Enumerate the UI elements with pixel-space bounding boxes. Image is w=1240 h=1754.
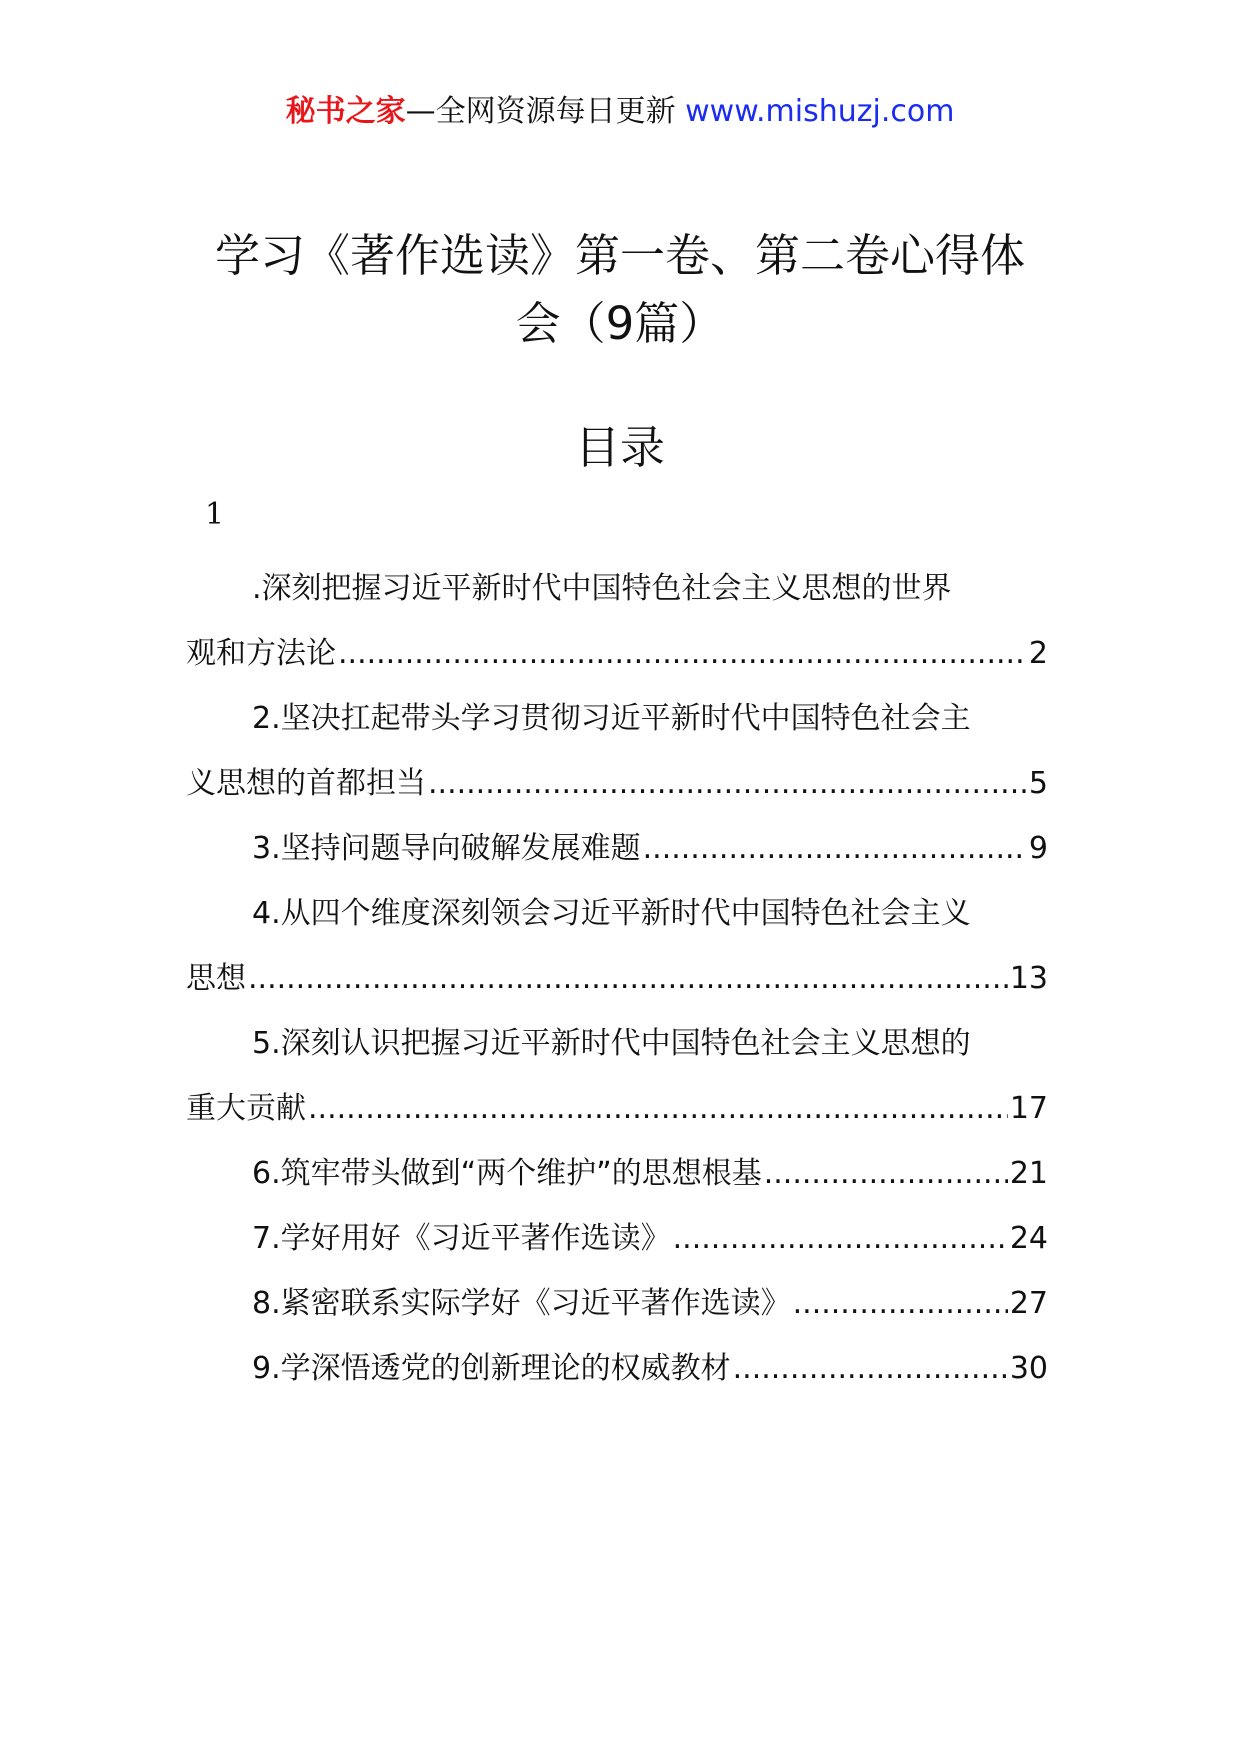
toc-entry-2-line-2: [186, 751, 1048, 816]
toc-entry-3-line-1: [186, 816, 1048, 881]
toc-page-number: 9: [1028, 831, 1048, 866]
toc-entry-title: .深刻把握习近平新时代中国特色社会主义思想的世界: [252, 571, 952, 606]
dot-leader: [308, 1076, 1008, 1141]
site-header: [0, 92, 1240, 132]
toc-entry-title: 5.深刻认识把握习近平新时代中国特色社会主义思想的: [252, 1026, 971, 1061]
toc-entry-title: 8.紧密联系实际学好《习近平著作选读》: [252, 1286, 791, 1321]
toc-entry-5-line-2: [186, 1076, 1048, 1141]
toc-entry-1-line-1: [186, 556, 1048, 621]
toc-entry-8[interactable]: [186, 1271, 1048, 1336]
toc-entry-3[interactable]: [186, 816, 1048, 881]
table-of-contents: [186, 556, 1048, 1401]
dot-leader: [764, 1141, 1008, 1206]
dot-leader: [793, 1271, 1008, 1336]
toc-entry-9[interactable]: [186, 1336, 1048, 1401]
title-line-2: 会（9篇）: [515, 297, 725, 350]
site-link[interactable]: www.mishuzj.com: [685, 94, 955, 129]
dot-leader: [733, 1336, 1008, 1401]
toc-page-number: 13: [1009, 961, 1048, 996]
toc-entry-title: 3.坚持问题导向破解发展难题: [252, 831, 641, 866]
dot-leader: [338, 621, 1027, 686]
toc-entry-6-line-1: [186, 1141, 1048, 1206]
dot-leader: [643, 816, 1027, 881]
toc-entry-1-number: 1: [205, 497, 225, 532]
toc-entry-title: 9.学深悟透党的创新理论的权威教材: [252, 1351, 731, 1386]
toc-entry-4-line-1: [186, 881, 1048, 946]
toc-page-number: 27: [1009, 1286, 1048, 1321]
toc-entry-2[interactable]: [186, 686, 1048, 816]
header-tagline: —全网资源每日更新: [405, 94, 676, 129]
toc-entry-title-cont: 观和方法论: [186, 636, 336, 671]
toc-page-number: 5: [1028, 766, 1048, 801]
toc-heading: 目录: [574, 421, 665, 474]
toc-entry-6[interactable]: [186, 1141, 1048, 1206]
toc-entry-4-line-2: [186, 946, 1048, 1011]
toc-entry-title-cont: 义思想的首都担当: [186, 766, 426, 801]
toc-entry-title: 7.学好用好《习近平著作选读》: [252, 1221, 671, 1256]
toc-entry-5[interactable]: [186, 1011, 1048, 1141]
toc-page-number: 30: [1009, 1351, 1048, 1386]
dot-leader: [248, 946, 1008, 1011]
toc-page-number: 24: [1009, 1221, 1048, 1256]
toc-entry-7-line-1: [186, 1206, 1048, 1271]
toc-entry-2-line-1: [186, 686, 1048, 751]
toc-entry-title: 6.筑牢带头做到“两个维护”的思想根基: [252, 1156, 762, 1191]
toc-entry-1-line-2: [186, 621, 1048, 686]
toc-page-number: 17: [1009, 1091, 1048, 1126]
toc-entry-8-line-1: [186, 1271, 1048, 1336]
toc-entry-4[interactable]: [186, 881, 1048, 1011]
toc-entry-title-cont: 重大贡献: [186, 1091, 306, 1126]
brand-name: 秘书之家: [285, 94, 406, 129]
toc-entry-title-cont: 思想: [186, 961, 246, 996]
toc-entry-5-line-1: [186, 1011, 1048, 1076]
toc-entry-9-line-1: [186, 1336, 1048, 1401]
toc-page-number: 2: [1028, 636, 1048, 671]
title-line-1: 学习《著作选读》第一卷、第二卷心得体: [214, 229, 1025, 282]
toc-entry-1[interactable]: [186, 556, 1048, 686]
toc-entry-title: 4.从四个维度深刻领会习近平新时代中国特色社会主义: [252, 896, 971, 931]
toc-entry-title: 2.坚决扛起带头学习贯彻习近平新时代中国特色社会主: [252, 701, 971, 736]
toc-page-number: 21: [1009, 1156, 1048, 1191]
toc-entry-7[interactable]: [186, 1206, 1048, 1271]
document-title: [180, 222, 1060, 358]
dot-leader: [673, 1206, 1008, 1271]
dot-leader: [428, 751, 1027, 816]
